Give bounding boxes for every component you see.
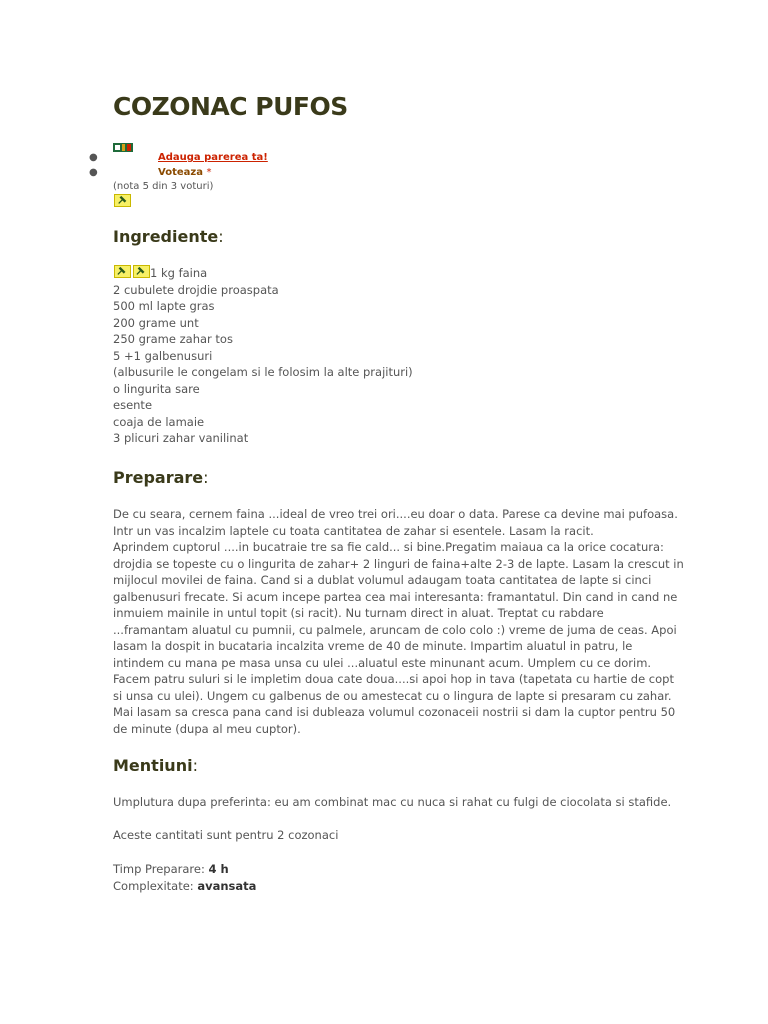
ingredients-heading: Ingrediente: — [113, 227, 224, 246]
list-item: 250 grame zahar tos — [113, 332, 233, 346]
list-item: 500 ml lapte gras — [113, 299, 215, 313]
text-line: de minute (dupa al meu cuptor). — [113, 721, 301, 736]
complexity-value: avansata — [197, 878, 257, 893]
bullet-icon: ● — [89, 167, 98, 178]
rating-text: (nota 5 din 3 voturi) — [113, 181, 214, 192]
list-item: 1 kg faina — [150, 266, 208, 280]
list-item: 200 grame unt — [113, 315, 199, 330]
list-item: 3 plicuri zahar vanilinat — [113, 431, 249, 445]
text-line: Intr un vas incalzim laptele cu toata cantitatea de zahar si esentele. Lasam la racit. — [113, 523, 594, 538]
mentions-heading: Mentiuni: — [113, 756, 198, 775]
preparation-heading: Preparare: — [113, 468, 209, 487]
text-line: mijlocul movilei de faina. Cand si a dublat volumul adaugam toata cantitatea de lapte si cinci — [113, 573, 652, 587]
text-line: ...framantam aluatul cu pumnii, cu palmele, aruncam de colo colo :) vreme de juma de ceas. Apoi — [113, 622, 677, 637]
action-list — [0, 152, 768, 182]
list-item: esente — [113, 398, 153, 412]
vote-stamp-icon[interactable] — [114, 194, 131, 207]
vote-link[interactable] — [158, 167, 211, 178]
list-item: (albusurile le congelam si le folosim la alte prajituri) — [113, 365, 413, 379]
list-item: coaja de lamaie — [113, 414, 205, 429]
text-line: De cu seara, cernem faina ...ideal de vreo trei ori....eu doar o data. Parese ca devine mai pufoasa. — [113, 507, 678, 521]
text-line: galbenusuri frecate. Si acum incepe partea cea mai interesanta: framantatul. Din cand in cand ne — [113, 589, 678, 604]
bullet-icon: ● — [89, 152, 98, 163]
list-item — [0, 152, 768, 167]
text-line: si unsa cu ulei). Ungem cu galbenus de ou amestecat cu o lingura de lapte si presaram cu zahar. — [113, 688, 672, 703]
text-line: lasam la dospit in bucataria incalzita vreme de 40 de minute. Impartim aluatul in patru, le — [113, 639, 633, 653]
list-item: 2 cubulete drojdie proaspata — [113, 282, 279, 297]
add-review-link[interactable]: Adauga parerea ta! — [158, 152, 268, 163]
text-line: Facem patru suluri si le impletim doua cate doua....si apoi hop in tava (tapetata cu hartie de copt — [113, 672, 674, 686]
filling-text: Umplutura dupa preferinta: eu am combinat mac cu nuca si rahat cu fulgi de ciocolata si stafide. — [113, 795, 672, 809]
flag-icon — [113, 137, 133, 146]
quantity-text: Aceste cantitati sunt pentru 2 cozonaci — [113, 828, 339, 842]
prep-time-value: 4 h — [208, 862, 229, 876]
list-item: o lingurita sare — [113, 381, 200, 396]
text-line: inmuiem mainile in untul topit (si racit). Nu turnam direct in aluat. Treptat cu rabdare — [113, 606, 604, 620]
recipe-meta — [113, 861, 693, 894]
vote-star: * — [206, 167, 212, 178]
list-item: 5 +1 galbenusuri — [113, 348, 213, 363]
page-title: COZONAC PUFOS — [113, 92, 348, 121]
text-line: Mai lasam sa cresca pana cand isi dubleaza volumul cozonaceii nostrii si dam la cuptor pentru 50 — [113, 705, 676, 719]
list-item — [0, 167, 768, 182]
vote-label: Voteaza — [158, 167, 203, 178]
preparation-text — [113, 506, 693, 737]
prep-time — [113, 861, 693, 878]
prep-time-label: Timp Preparare: — [113, 862, 205, 876]
ingredients-list — [113, 265, 413, 447]
text-line: drojdia se topeste cu o lingurita de zahar+ 2 linguri de faina+alte 2-3 de lapte. Lasam la crescut in — [113, 556, 684, 571]
text-line: intindem cu mana pe masa unsa cu ulei ...aluatul este minunant acum. Umplem cu ce dorim. — [113, 655, 652, 670]
text-line: Aprindem cuptorul ....in bucatraie tre sa fie cald... si bine.Pregatim maiaua ca la orice cocatura: — [113, 540, 664, 554]
complexity — [113, 878, 693, 895]
complexity-label: Complexitate: — [113, 878, 194, 893]
